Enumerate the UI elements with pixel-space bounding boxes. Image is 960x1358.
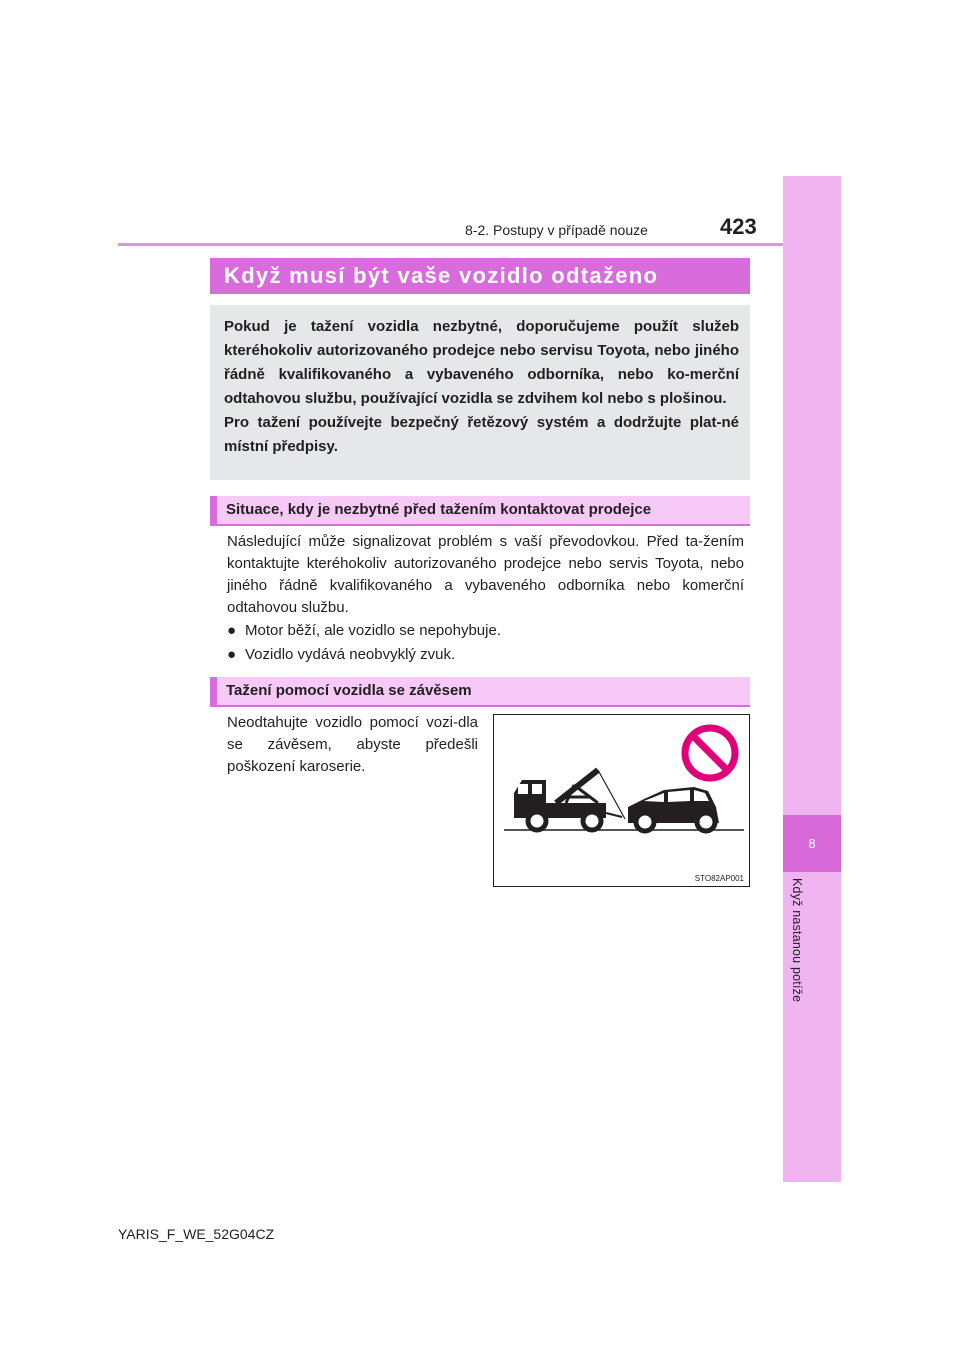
chapter-side-tab [783,176,841,1182]
section1-text [227,531,744,619]
bullet-item [227,620,501,642]
page-title: Když musí být vaše vozidlo odtaženo [210,258,750,294]
chapter-number: 8 [783,815,841,872]
section-label: 8-2. Postupy v případě nouze [465,222,648,238]
figure-code: STO82AP001 [694,874,744,883]
section1-heading: Situace, kdy je nezbytné před tažením kontaktovat prodejce [210,496,750,526]
bullet-icon: ● [227,646,237,663]
intro-paragraph-2: Pro tažení používejte bezpečný řetězový systém a dodržujte plat-né místní předpisy. [224,414,739,455]
tow-truck-illustration [494,715,749,886]
bullet-icon: ● [227,622,237,639]
tow-truck-figure [493,714,750,887]
intro-paragraph-1: Pokud je tažení vozidla nezbytné, doporučujeme použít služeb kteréhokoliv autorizovaného prodejce nebo servisu Toyota, nebo jiného řádně kvalifikovaného a vybaveného odborníka, nebo ko-merční odtahovou službu, používající vozidla se zdvihem kol nebo s plošinou. [224,318,739,407]
intro-box [210,305,750,480]
header-divider [118,243,783,246]
bullet-item [227,644,455,666]
bullet-text: Motor běží, ale vozidlo se nepohybuje. [245,622,501,639]
bullet-text: Vozidlo vydává neobvyklý zvuk. [245,646,456,663]
section2-heading: Tažení pomocí vozidla se závěsem [210,677,750,707]
section2-text: Neodtahujte vozidlo pomocí vozi-dla se závěsem, abyste předešli poškození karoserie. [227,714,478,775]
footer-code: YARIS_F_WE_52G04CZ [118,1226,275,1242]
chapter-title: Když nastanou potíže [790,878,804,1003]
page-number: 423 [720,214,757,239]
section1-paragraph: Následující může signalizovat problém s vaší převodovkou. Před ta-žením kontaktujte kteréhokoliv autorizovaného prodejce nebo servis Toyota, nebo jiného řádně kvalifikovaného a vybaveného odborníka nebo komerční odtahovou službu. [227,533,744,616]
